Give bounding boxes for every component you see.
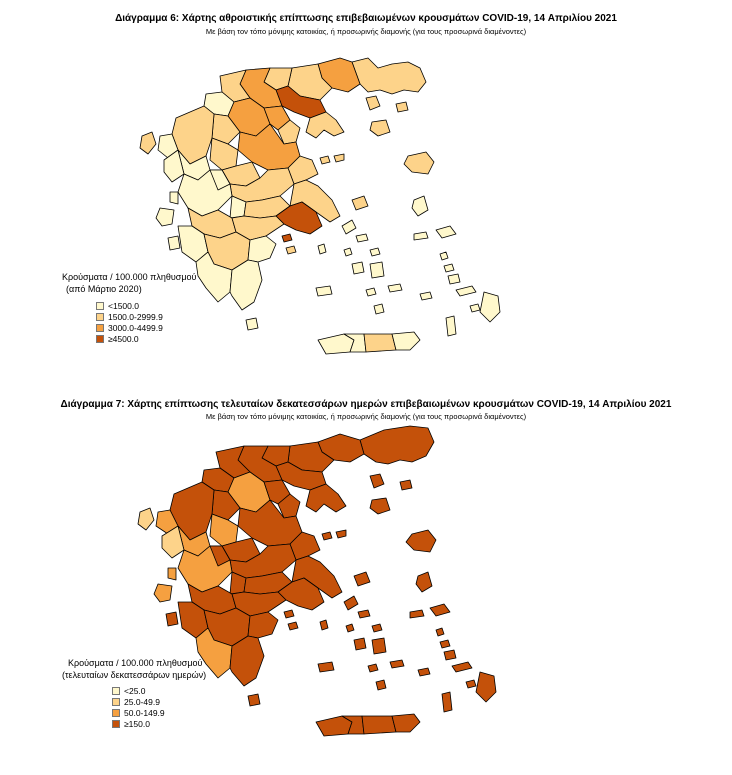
island-rhodes: [476, 672, 496, 702]
island-lefkada: [170, 192, 178, 204]
island-kos: [452, 662, 472, 672]
island-lesvos: [404, 152, 434, 174]
legend-swatch: [96, 324, 104, 332]
legend-label: ≥4500.0: [108, 333, 139, 344]
map1-title: Διάγραμμα 6: Χάρτης αθροιστικής επίπτωσης επιβεβαιωμένων κρουσμάτων COVID-19, 14 Απριλίου 2021: [115, 13, 617, 24]
island-zakynthos: [168, 236, 180, 250]
island-amorgos: [390, 660, 404, 668]
island-kea: [318, 244, 326, 254]
island-astypalea: [418, 668, 430, 676]
island-chios: [412, 196, 428, 216]
island-kefalonia: [156, 208, 174, 226]
island-kos: [456, 286, 476, 296]
region-lasithi: [392, 714, 420, 732]
island-salamina: [284, 610, 294, 618]
region-trikala: [210, 138, 238, 170]
legend-label: ≥150.0: [124, 718, 150, 729]
island-leros: [444, 264, 454, 272]
island-paros: [354, 638, 366, 650]
island-karpathos: [442, 692, 452, 712]
island-kythira: [246, 318, 258, 330]
island-thasos: [370, 474, 384, 488]
region-heraklion: [364, 334, 396, 352]
map1-subtitle: Με βάση τον τόπο μόνιμης κατοικίας, ή προσωρινής διαμονής (για τους προσωρινά διαμένοντες): [205, 27, 527, 36]
island-mykonos: [372, 624, 382, 632]
map2-legend-item: [112, 685, 206, 696]
island-tinos: [356, 234, 368, 242]
island-naxos: [372, 638, 386, 654]
island-patmos: [440, 252, 448, 260]
island-corfu: [138, 508, 154, 530]
map2-legend-item: [112, 718, 206, 729]
island-lemnos: [370, 120, 390, 136]
region-argolida: [248, 236, 276, 262]
island-karpathos: [446, 316, 456, 336]
map1-legend: [62, 271, 196, 344]
island-milos: [318, 662, 334, 672]
map2-legend-title-line1: Κρούσματα / 100.000 πληθυσμού: [68, 658, 203, 668]
island-paros: [352, 262, 364, 274]
legend-swatch: [96, 302, 104, 310]
legend-swatch: [112, 720, 120, 728]
island-kefalonia: [154, 584, 172, 602]
island-kalymnos: [448, 274, 460, 284]
island-mykonos: [370, 248, 380, 256]
island-tilos: [466, 680, 476, 688]
island-amorgos: [388, 284, 402, 292]
legend-swatch: [96, 313, 104, 321]
region-evros: [360, 426, 434, 464]
map2-legend-list: [74, 685, 206, 729]
island-tinos: [358, 610, 370, 618]
island-andros: [342, 220, 356, 234]
legend-label: 3000.0-4499.9: [108, 322, 163, 333]
island-syros: [344, 248, 352, 256]
region-heraklion: [362, 716, 396, 734]
island-milos: [316, 286, 332, 296]
legend-label: 50.0-149.9: [124, 707, 165, 718]
map1-legend-item: [96, 300, 196, 311]
island-samothraki: [400, 480, 412, 490]
island-aegina: [286, 246, 296, 254]
legend-label: <25.0: [124, 685, 146, 696]
island-skopelos: [334, 154, 344, 162]
island-leros: [440, 640, 450, 648]
island-aegina: [288, 622, 298, 630]
island-skyros: [352, 196, 368, 210]
map2-legend-item: [112, 707, 206, 718]
island-patmos: [436, 628, 444, 636]
island-santorini: [376, 680, 386, 690]
island-andros: [344, 596, 358, 610]
island-syros: [346, 624, 354, 632]
island-ikaria: [410, 610, 424, 618]
region-lasithi: [392, 332, 420, 350]
region-trikala: [210, 514, 238, 546]
region-argolida: [248, 612, 278, 638]
island-santorini: [374, 304, 384, 314]
map1-legend-list: [58, 300, 196, 344]
map1-legend-title-line1: Κρούσματα / 100.000 πληθυσμού: [62, 272, 197, 282]
island-chios: [416, 572, 432, 592]
map1-legend-item: [96, 322, 196, 333]
island-ios: [366, 288, 376, 296]
map2-legend-item: [112, 696, 206, 707]
island-salamina: [282, 234, 292, 242]
island-samothraki: [396, 102, 408, 112]
island-zakynthos: [166, 612, 178, 626]
map2-legend-title-line2: (τελευταίων δεκατεσσάρων ημερών): [62, 670, 207, 680]
island-samos: [436, 226, 456, 238]
legend-swatch: [96, 335, 104, 343]
legend-swatch: [112, 687, 120, 695]
island-ikaria: [414, 232, 428, 240]
island-kea: [320, 620, 328, 630]
island-kythira: [248, 694, 260, 706]
legend-swatch: [112, 709, 120, 717]
island-lemnos: [370, 498, 390, 514]
island-rhodes: [480, 292, 500, 322]
map2-title: Διάγραμμα 7: Χάρτης επίπτωσης τελευταίων δεκατεσσάρων ημερών επιβεβαιωμένων κρουσμάτων COVID-19, 14 Απριλίου 2021: [60, 399, 672, 410]
island-astypalea: [420, 292, 432, 300]
map2-legend: [62, 657, 206, 729]
legend-label: 1500.0-2999.9: [108, 311, 163, 322]
legend-swatch: [112, 698, 120, 706]
island-skiathos: [320, 156, 330, 164]
island-kalymnos: [444, 650, 456, 660]
island-samos: [430, 604, 450, 616]
island-naxos: [370, 262, 384, 278]
map1-legend-item: [96, 333, 196, 344]
island-tilos: [470, 304, 480, 312]
island-skyros: [354, 572, 370, 586]
map1-legend-title-line2: (από Μάρτιο 2020): [66, 284, 142, 294]
island-ios: [368, 664, 378, 672]
map2-subtitle: Με βάση τον τόπο μόνιμης κατοικίας, ή προσωρινής διαμονής (για τους προσωρινά διαμένοντες): [205, 412, 527, 421]
region-evros: [352, 58, 426, 94]
legend-label: 25.0-49.9: [124, 696, 160, 707]
island-corfu: [140, 132, 156, 154]
island-lesvos: [406, 530, 436, 552]
island-skiathos: [322, 532, 332, 540]
legend-label: <1500.0: [108, 300, 139, 311]
island-lefkada: [168, 568, 176, 580]
map1-legend-item: [96, 311, 196, 322]
island-skopelos: [336, 530, 346, 538]
island-thasos: [366, 96, 380, 110]
